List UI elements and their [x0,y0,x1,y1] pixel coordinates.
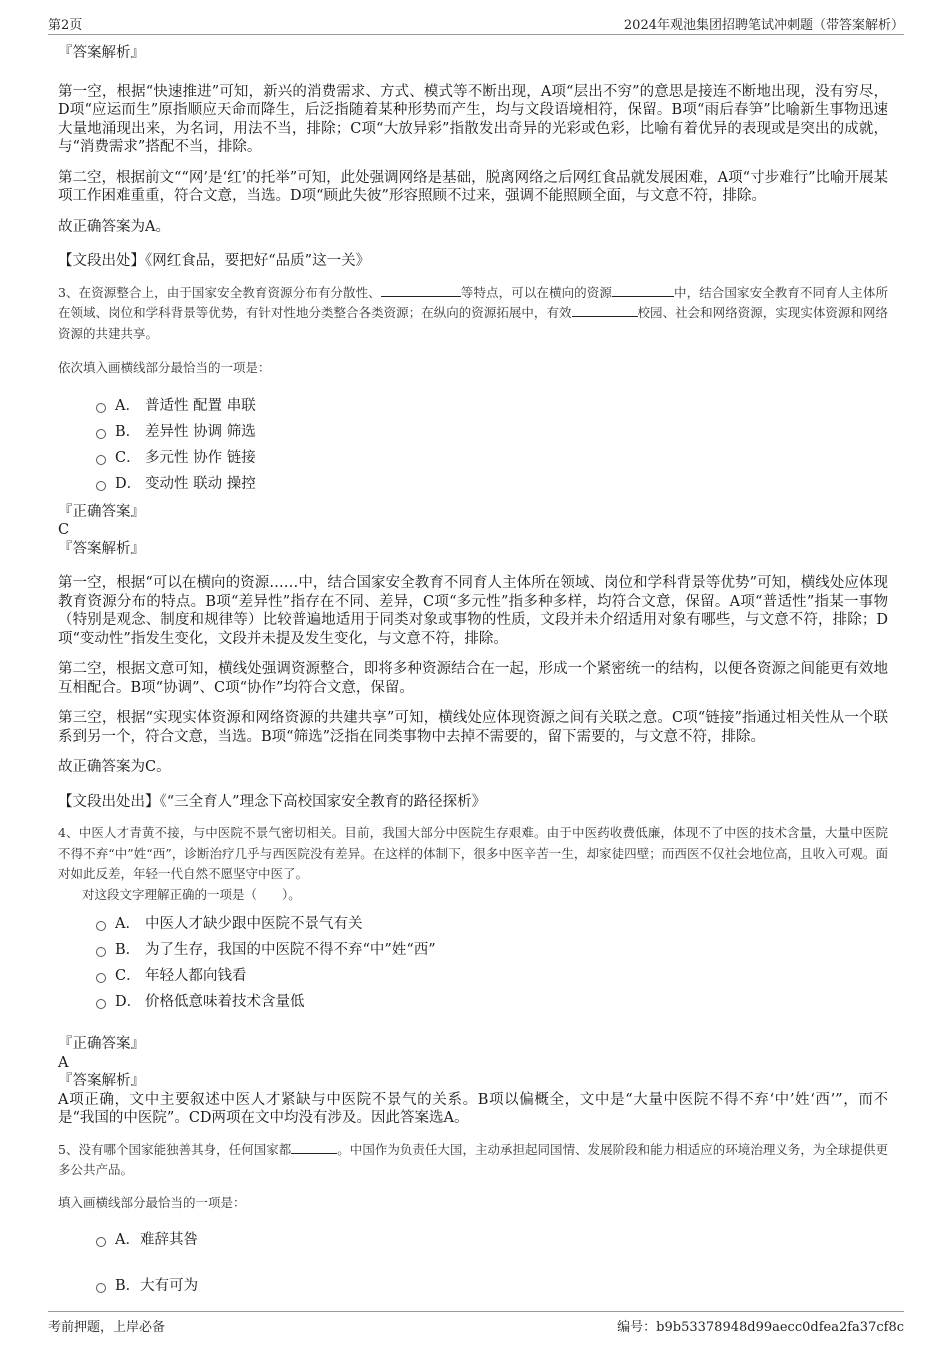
page-footer [48,1311,904,1336]
q4-option-d[interactable]: D． 价格低意味着技术含量低 [96,989,888,1015]
q4-analysis: A项正确，文中主要叙述中医人才紧缺与中医院不景气的关系。B项以偏概全，文中是“大量中医院不得不弃‘中’姓‘西’”，而不是“我国的中医院”。CD两项在文中均没有涉及。因此答案选A。 [58,1091,888,1126]
document-title: 2024年观池集团招聘笔试冲刺题（带答案解析） [623,18,904,33]
q3-blank-1 [381,284,461,297]
radio-icon[interactable] [96,1237,106,1247]
q5-prompt: 填入画横线部分最恰当的一项是： [58,1194,246,1210]
q5-stem-part2: 。中国作为负责任大国，主动承担起同国情、发展阶段和能力相适应的环境治理义务，为全球提供更多公共产品。 [58,1141,888,1177]
q3-stem-part1: 3、在资源整合上，由于国家安全教育资源分布有分散性、 [58,284,381,300]
footer-code: 编号：b9b53378948d99aecc0dfea2fa37cf8c [617,1320,904,1335]
q3-analysis-para2: 第二空，根据文意可知，横线处强调资源整合，即将多种资源结合在一起，形成一个紧密统一的结构，以便各资源之间能更有效地互相配合。B项“协调”、C项“协作”均符合文意，保留。 [58,661,888,696]
q3-blank-2 [612,284,674,297]
q2-analysis-para1: 第一空，根据“快速推进”可知，新兴的消费需求、方式、模式等不断出现，A项“层出不穷”的意思是接连不断地出现，没有穷尽，D项“应运而生”原指顺应天命而降生，后泛指随着某种形势而产生，均与文段语境相符，保留。B项“雨后春笋”比喻新生事物迅速大量地涌现出来，为名词，用法不当，排除；C项“大放异彩”指散发出奇异的光彩或色彩，比喻有着优异的表现或是突出的成就，与“消费需求”搭配不当，排除。 [58,83,888,155]
q3-option-b[interactable]: B． 差异性 协调 筛选 [96,419,888,445]
q3-answer: C [58,522,70,538]
q3-conclusion: 故正确答案为C。 [58,759,171,775]
q5-option-b[interactable]: B．大有可为 [96,1273,888,1299]
q3-stem-part2: 等特点，可以在横向的资源 [460,284,612,300]
q4-option-b[interactable]: B． 为了生存，我国的中医院不得不弃“中”姓“西” [96,937,888,963]
q3-options [96,393,888,497]
q3-blank-3 [572,304,638,317]
q3-prompt: 依次填入画横线部分最恰当的一项是： [58,360,271,375]
radio-icon[interactable] [96,429,106,439]
q4-option-a[interactable]: A． 中医人才缺少跟中医院不景气有关 [96,911,888,937]
q2-source: 【文段出处】《网红食品，要把好“品质”这一关》 [58,253,371,269]
q5-option-a[interactable]: A．难辞其咎 [96,1227,888,1253]
q4-options [96,911,888,1015]
q5-blank [291,1141,337,1154]
page-number: 第2页 [48,18,83,33]
q4-stem: 4、中医人才青黄不接，与中医院不景气密切相关。目前，我国大部分中医院生存艰难。由于中医药收费低廉，体现不了中医的技术含量，大量中医院不得不弃“中”姓“西”，诊断治疗几乎与西医院没有差异。在这样的体制下，很多中医辛苦一生，却家徒四壁；而西医不仅社会地位高，且收入可观。面对如此反差，年轻一代自然不愿坚守中医了。 [58,825,888,881]
q3-analysis-label: 『答案解析』 [58,540,145,557]
radio-icon[interactable] [96,973,106,983]
radio-icon[interactable] [96,403,106,413]
q5-stem [58,1140,888,1181]
radio-icon[interactable] [96,947,106,957]
q2-analysis-label: 『答案解析』 [58,45,145,61]
q5-stem-part1: 5、没有哪个国家能独善其身，任何国家都 [58,1141,292,1157]
q4-option-c[interactable]: C． 年轻人都向钱看 [96,963,888,989]
q3-stem-part3: 中，结合国家安全教育不同育人主体所在领域、岗位和学科背景等优势，有针对性地分类整合各类资源；在纵向的资源拓展中，有效 [58,284,888,320]
q3-stem [58,283,888,345]
q3-stem-part4: 校园、社会和网络资源，实现实体资源和网络资源的共建共享。 [58,305,888,341]
q3-analysis-para1: 第一空，根据“可以在横向的资源……中，结合国家安全教育不同育人主体所在领域、岗位和学科背景等优势”可知，横线处应体现教育资源分布的特点。B项“差异性”指存在不同、差异，C项“多元性”指多种多样，均符合文意，保留。A项“普适性”指某一事物（特别是观念、制度和规律等）比较普遍地适用于同类对象或事物的性质，文段并未介绍适用对象有哪些，与文意不符，排除；D项“变动性”指发生变化，文段并未提及发生变化，与文意不符，排除。 [58,575,888,647]
radio-icon[interactable] [96,481,106,491]
q3-analysis-para3: 第三空，根据“实现实体资源和网络资源的共建共享”可知，横线处应体现资源之间有关联之意。C项“链接”指通过相关性从一个联系到另一个，符合文意，当选。B项“筛选”泛指在同类事物中去掉不需要的，留下需要的，与文意不符，排除。 [58,710,888,745]
radio-icon[interactable] [96,921,106,931]
radio-icon[interactable] [96,455,106,465]
q3-source: 【文段出处出】《“三全育人”理念下高校国家安全教育的路径探析》 [58,793,487,810]
q4-analysis-label: 『答案解析』 [58,1073,145,1089]
page-content [58,44,888,1299]
footer-slogan: 考前押题，上岸必备 [48,1320,166,1335]
q4-answer-label: 『正确答案』 [58,1036,145,1052]
radio-icon[interactable] [96,999,106,1009]
page-header [48,14,904,35]
q4-answer: A [58,1054,69,1071]
q3-option-d[interactable]: D． 变动性 联动 操控 [96,471,888,497]
q2-analysis-para2: 第二空，根据前文““网’是‘红’的托举”可知，此处强调网络是基础，脱离网络之后网红食品就发展困难，A项“寸步难行”比喻开展某项工作困难重重，符合文意，当选。D项“顾此失彼”形容照顾不过来，强调不能照顾全面，与文意不符，排除。 [58,169,888,204]
q4-prompt: 对这段文字理解正确的一项是（ ）。 [82,886,301,902]
q3-option-a[interactable]: A． 普适性 配置 串联 [96,393,888,419]
q5-options [96,1227,888,1299]
q3-answer-label: 『正确答案』 [58,503,145,520]
radio-icon[interactable] [96,1283,106,1293]
q2-conclusion: 故正确答案为A。 [58,218,170,235]
q3-option-c[interactable]: C． 多元性 协作 链接 [96,445,888,471]
